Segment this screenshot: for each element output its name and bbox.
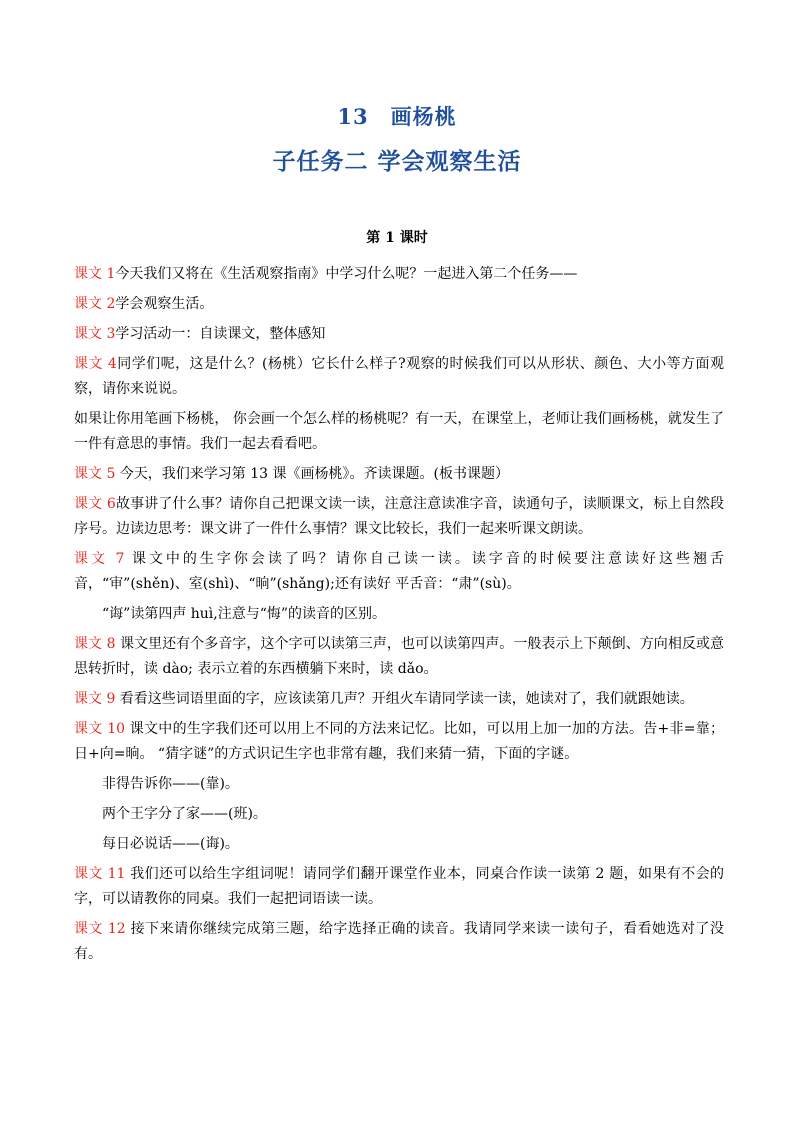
- paragraph: [74, 917, 724, 967]
- paragraph-text: “诲”读第四声 huì,注意与“悔”的读音的区别。: [102, 606, 387, 622]
- document-body: [74, 262, 724, 972]
- paragraph: [74, 862, 724, 912]
- paragraph: [74, 802, 724, 827]
- paragraph-text: 学习活动一：自读课文，整体感知: [115, 326, 326, 342]
- paragraph-text: 今天，我们来学习第 13 课《画杨桃》。齐读课题。(板书课题）: [115, 466, 509, 482]
- paragraph: [74, 462, 724, 487]
- paragraph: [74, 352, 724, 402]
- paragraph-text: 故事讲了什么事？请你自己把课文读一读，注意注意读准字音，读通句子，读顺课文，标上自然段序号。边读边思考：课文讲了一件什么事情？课文比较长，我们一起来听课文朗读。: [74, 496, 725, 537]
- paragraph-label: 课文 1: [74, 266, 116, 282]
- paragraph-label: 课文 2: [74, 296, 116, 312]
- paragraph-label: 课文 9: [74, 691, 116, 707]
- paragraph: [74, 492, 724, 542]
- paragraph: [74, 602, 724, 627]
- paragraph-label: 课文 10: [74, 721, 126, 737]
- paragraph: [74, 632, 724, 682]
- paragraph-text: 课文中的生字你会读了吗？请你自己读一读。读字音的时候要注意读好这些翘舌音，“审”(shěn)、室(shì)、“晌”(shǎng);还有读好 平舌音：“肃”(sù)。: [74, 551, 724, 592]
- paragraph-text: 学会观察生活。: [115, 296, 214, 312]
- lesson-heading: 第 1 课时: [366, 230, 428, 246]
- paragraph-text: 接下来请你继续完成第三题，给字选择正确的读音。我请同学来读一读句子，看看她选对了没有。: [74, 921, 724, 962]
- paragraph: [74, 547, 724, 597]
- paragraph-text: 每日必说话——(诲)。: [102, 836, 239, 852]
- paragraph: [74, 687, 724, 712]
- paragraph-label: 课文 4: [74, 356, 117, 372]
- paragraph-text: 同学们呢，这是什么？(杨桃）它长什么样子?观察的时候我们可以从形状、颜色、大小等方面观察，请你来说说。: [74, 356, 725, 397]
- paragraph: [74, 262, 724, 287]
- paragraph-label: 课文 3: [74, 326, 116, 342]
- paragraph-text: 今天我们又将在《生活观察指南》中学习什么呢？一起进入第二个任务——: [115, 266, 578, 282]
- paragraph-label: 课文 5: [74, 466, 116, 482]
- paragraph-label: 课文 8: [74, 636, 116, 652]
- paragraph-text: 两个王字分了家——(班)。: [102, 806, 267, 822]
- paragraph: [74, 322, 724, 347]
- paragraph: [74, 832, 724, 857]
- paragraph-text: 课文里还有个多音字，这个字可以读第三声，也可以读第四声。一般表示上下颠倒、方向相反或意思转折时，读 dào; 表示立着的东西横躺下来时，读 dǎo。: [74, 636, 724, 677]
- paragraph-label: 课文 11: [74, 866, 126, 882]
- paragraph-text: 课文中的生字我们还可以用上不同的方法来记忆。比如，可以用上加一加的方法。告+非=靠；日+向=晌。 “猜字谜”的方式识记生字也非常有趣，我们来猜一猜，下面的字谜。: [74, 721, 724, 762]
- paragraph-label: 课文 7: [74, 551, 125, 567]
- paragraph-text: 我们还可以给生字组词呢！请同学们翻开课堂作业本，同桌合作读一读第 2 题，如果有不会的字，可以请教你的同桌。我们一起把词语读一读。: [74, 866, 724, 907]
- paragraph: [74, 292, 724, 317]
- paragraph-text: 如果让你用笔画下杨桃， 你会画一个怎么样的杨桃呢？有一天，在课堂上，老师让我们画杨桃，就发生了一件有意思的事情。我们一起去看看吧。: [74, 411, 724, 452]
- paragraph-text: 非得告诉你——(靠)。: [102, 776, 239, 792]
- paragraph: [74, 407, 724, 457]
- paragraph: [74, 772, 724, 797]
- document-title: 13 画杨桃: [337, 104, 457, 129]
- document-subtitle: 子任务二 学会观察生活: [272, 148, 522, 175]
- paragraph: [74, 717, 724, 767]
- paragraph-text: 看看这些词语里面的字，应该读第几声？开组火车请同学读一读，她读对了，我们就跟她读。: [115, 691, 694, 707]
- paragraph-label: 课文 12: [74, 921, 126, 937]
- paragraph-label: 课文 6: [74, 496, 116, 512]
